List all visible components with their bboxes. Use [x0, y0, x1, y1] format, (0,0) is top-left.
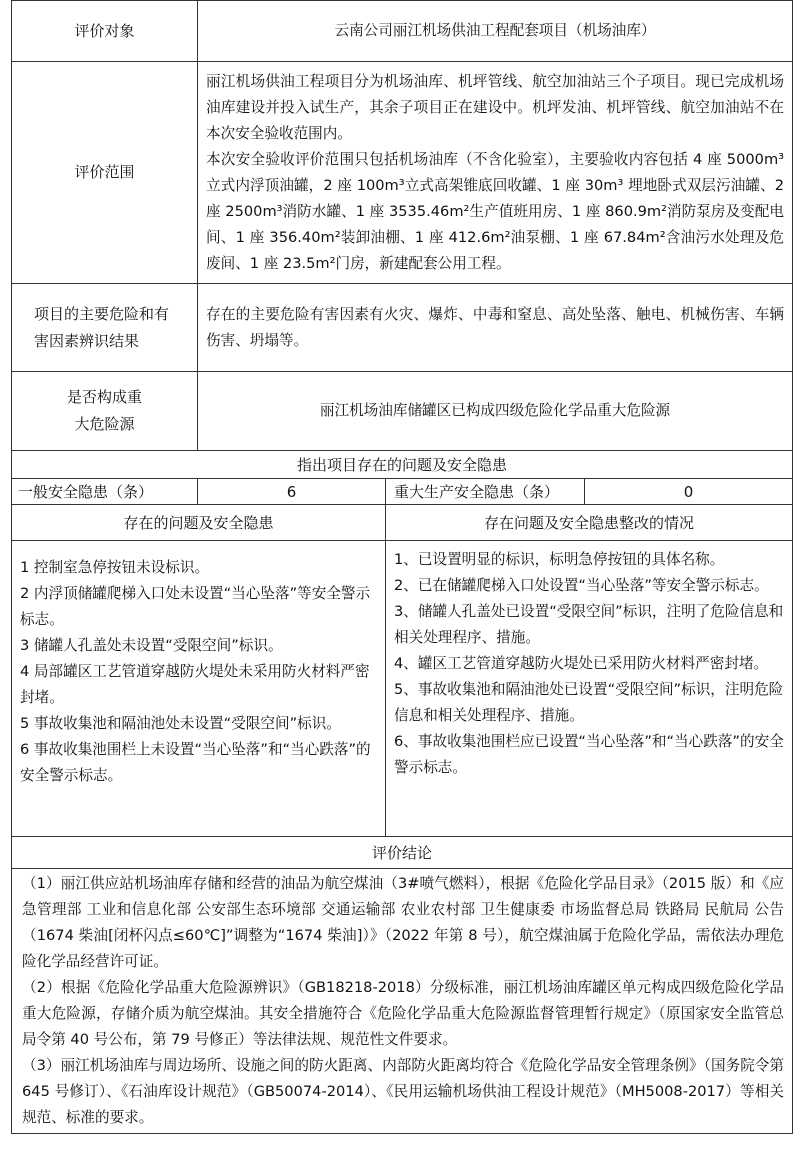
conclusion-paragraph-2: （2）根据《危险化学品重大危险源辨识》（GB18218-2018）分级标准，丽江机场油库罐区单元构成四级危险化学品重大危险源，存储介质为航空煤油。其安全措施符合《危险化学品重大危险源监督管理暂行规定》（原国家安全监管总局令第 40 号公布，第 79 号修正）等法律法规、规范性文件要求。	[22, 979, 785, 1048]
row-conclusion-title	[12, 837, 793, 869]
evaluation-report-sheet	[11, 0, 792, 1157]
hazards-label: 项目的主要危险和有害因素辨识结果	[12, 284, 198, 372]
general-hazard-count: 6	[198, 479, 386, 505]
row-evaluation-object	[12, 1, 793, 62]
rectification-item: 4、罐区工艺管道穿越防火堤处已采用防火材料严密封堵。	[394, 655, 769, 672]
evaluation-object-value: 云南公司丽江机场供油工程配套项目（机场油库）	[198, 1, 793, 62]
report-table	[11, 0, 793, 1134]
problem-item: 5 事故收集池和隔油池处未设置“受限空间”标识。	[20, 715, 341, 732]
rectification-item: 6、事故收集池围栏应已设置“当心坠落”和“当心跌落”的安全警示标志。	[394, 733, 784, 776]
major-hazard-label: 是否构成重大危险源	[12, 372, 198, 451]
conclusion-body	[12, 869, 793, 1134]
conclusion-paragraph-3: （3）丽江机场油库与周边场所、设施之间的防火距离、内部防火距离均符合《危险化学品安全管理条例》（国务院令第 645 号修订）、《石油库设计规范》（GB50074-2014）、《民用运输机场供油工程设计规范》（MH5008-2017）等相关规范、标准的要求。	[22, 1057, 785, 1126]
rectification-column-header: 存在问题及安全隐患整改的情况	[386, 505, 793, 541]
row-issue-counts	[12, 479, 793, 505]
rectification-list	[386, 541, 793, 837]
rectification-item: 2、已在储罐爬梯入口处设置“当心坠落”等安全警示标志。	[394, 577, 769, 594]
row-issues-title	[12, 451, 793, 479]
problem-item: 3 储罐人孔盖处未设置“受限空间”标识。	[20, 637, 283, 654]
major-hazard-count-label: 重大生产安全隐患（条）	[386, 479, 585, 505]
rectification-item: 1、已设置明显的标识，标明急停按钮的具体名称。	[394, 551, 725, 568]
problem-item: 2 内浮顶储罐爬梯入口处未设置“当心坠落”等安全警示标志。	[20, 585, 371, 628]
row-issue-columns	[12, 505, 793, 541]
problems-column-header: 存在的问题及安全隐患	[12, 505, 386, 541]
problem-item: 1 控制室急停按钮未设标识。	[20, 559, 210, 576]
evaluation-object-label: 评价对象	[12, 1, 198, 62]
scope-paragraph-1: 丽江机场供油工程项目分为机场油库、机坪管线、航空加油站三个子项目。现已完成机场油库建设并投入试生产，其余子项目正在建设中。机坪发油、机坪管线、航空加油站不在本次安全验收范围内。	[206, 72, 785, 142]
row-conclusion	[12, 869, 793, 1134]
general-hazard-label: 一般安全隐患（条）	[12, 479, 198, 505]
rectification-item: 5、事故收集池和隔油池处已设置“受限空间”标识，注明危险信息和相关处理程序、措施。	[394, 681, 784, 724]
row-hazards	[12, 284, 793, 372]
hazards-value: 存在的主要危险有害因素有火灾、爆炸、中毒和窒息、高处坠落、触电、机械伤害、车辆伤害、坍塌等。	[198, 284, 793, 372]
row-issue-lists	[12, 541, 793, 837]
major-hazard-value: 丽江机场油库储罐区已构成四级危险化学品重大危险源	[198, 372, 793, 451]
evaluation-scope-value	[198, 62, 793, 284]
rectification-item: 3、储罐人孔盖处已设置“受限空间”标识，注明了危险信息和相关处理程序、措施。	[394, 603, 784, 646]
conclusion-title: 评价结论	[12, 837, 793, 869]
scope-paragraph-2: 本次安全验收评价范围只包括机场油库（不含化验室），主要验收内容包括 4 座 5000m³立式内浮顶油罐，2 座 100m³立式高架锥底回收罐、1 座 30m³ 埋地卧式双层污油罐、2 座 2500m³消防水罐、1 座 3535.46m²生产值班用房、1 座 860.9m²消防泵房及变配电间、1 座 356.40m²装卸油棚、1 座 412.6m²油泵棚、1 座 67.84m²含油污水处理及危废间、1 座 23.5m²门房，新建配套公用工程。	[206, 150, 785, 272]
problem-item: 4 局部罐区工艺管道穿越防火堤处未采用防火材料严密封堵。	[20, 663, 370, 706]
conclusion-paragraph-1: （1）丽江供应站机场油库存储和经营的油品为航空煤油（3#喷气燃料），根据《危险化学品目录》（2015 版）和《应急管理部 工业和信息化部 公安部生态环境部 交通运输部 农业农村部 卫生健康委 市场监督总局 铁路局 民航局 公告（1674 柴油[闭杯闪点≤60℃]”调整为“1674 柴油]）》（2022 年第 8 号），航空煤油属于危险化学品，需依法办理危险化学品经营许可证。	[22, 875, 785, 970]
major-hazard-count: 0	[585, 479, 793, 505]
row-major-hazard	[12, 372, 793, 451]
problems-list	[12, 541, 386, 837]
issues-section-title: 指出项目存在的问题及安全隐患	[12, 451, 793, 479]
evaluation-scope-label: 评价范围	[12, 62, 198, 284]
problem-item: 6 事故收集池围栏上未设置“当心坠落”和“当心跌落”的安全警示标志。	[20, 741, 371, 784]
row-evaluation-scope	[12, 62, 793, 284]
